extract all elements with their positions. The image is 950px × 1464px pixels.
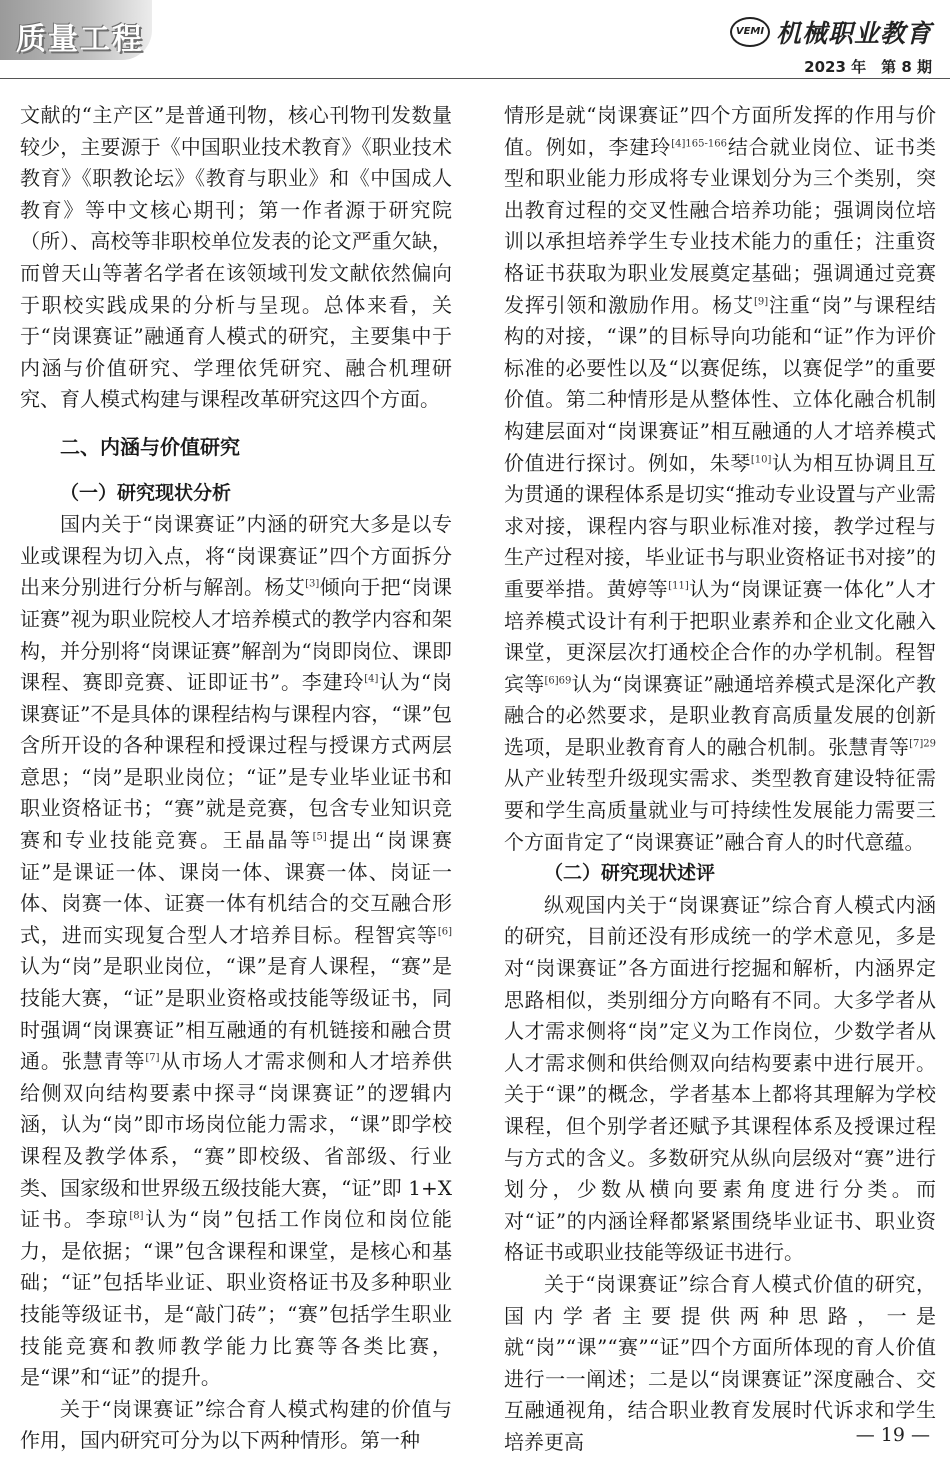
journal-logo-row [730, 14, 932, 50]
issue-label: 2023 年 第 8 期 [804, 58, 932, 76]
citation: [8] [129, 1210, 144, 1222]
paragraph: 纵观国内关于“岗课赛证”综合育人模式内涵的研究，目前还没有形成统一的学术意见，多是对“岗课赛证”各方面进行挖掘和解析，内涵界定思路相似，类别细分方向略有不同。大多学者从人才需求侧将“岗”定义为工作岗位，少数学者从人才需求侧和供给侧双向结构要素中进行展开。关于“课”的概念，学者基本上都将其理解为学校课程，但个别学者还赋予其课程体系及授课过程与方式的含义。多数研究从纵向层级对“赛”进行划分，少数从横向要素角度进行分类。而对“证”的内涵诠释都紧紧围绕毕业证书、职业资格证书或职业技能等级证书进行。 [504, 892, 936, 1265]
citation: [7] [145, 1052, 160, 1064]
citation: [11] [668, 580, 689, 592]
citation: [10] [750, 453, 772, 465]
citation: [5] [312, 831, 327, 843]
journal-name: 机械职业教育 [775, 19, 932, 48]
section-heading: 二、内涵与价值研究 [60, 434, 240, 459]
citation: [6] [437, 926, 452, 938]
subsection-heading: （二）研究现状述评 [544, 862, 716, 885]
citation: [7]29 [909, 738, 936, 750]
section-tab [0, 0, 152, 60]
citation: [9] [753, 295, 769, 307]
page-number: — 19 — [855, 1424, 930, 1446]
section-title: 质量工程 [16, 22, 144, 57]
citation: [4] [364, 673, 379, 685]
header-divider [0, 78, 950, 79]
left-column [20, 100, 452, 1457]
paragraph: 情形是就“岗课赛证”四个方面所发挥的作用与价值。例如，李建玲$^{[4]165-166}$结合就业岗位、证书类型和职业能力形成将专业课划分为三个类别，突出教育过程的交叉性融合培养功能；强调岗位培训以承担培养学生专业技术能力的重任；注重资格证书获取为职业发展奠定基础；强调通过竞赛发挥引领和激励作用。杨艾[9]注重“岗”与课程结构的对接，“课”的目标导向功能和“证”作为评价标准的必要性以及“以赛促练，以赛促学”的重要价值。第二种情形是从整体性、立体化融合机制构建层面对“岗课赛证”相互融通的人才培养模式价值进行探讨。例如，朱琴[10]认为相互协调且互为贯通的课程体系是切实“推动专业设置与产业需求对接，课程内容与职业标准对接，教学过程与生产过程对接，毕业证书与职业资格证书对接”的重要举措。黄婷等[11]认为“岗课证赛一体化”人才培养模式设计有利于把职业素养和企业文化融入课堂，更深层次打通校企合作的办学机制。程智宾等$^{[6]69}$认为“岗课赛证”融通培养模式是深化产教融合的必然要求，是职业教育高质量发展的创新选项，是职业教育育人的融合机制。张慧青等$^{[7]29}$从产业转型升级现实需求、类型教育建设特征需要和学生高质量就业与可持续性发展能力需要三个方面肯定了“岗课赛证”融合育人的时代意蕴。 [504, 103, 937, 854]
right-column [504, 100, 936, 1459]
paragraph: 关于“岗课赛证”综合育人模式构建的价值与作用，国内研究可分为以下两种情形。第一种 [20, 1396, 452, 1453]
paragraph: 文献的“主产区”是普通刊物，核心刊物刊发数量较少，主要源于《中国职业技术教育》《职业技术教育》《职教论坛》《教育与职业》和《中国成人教育》等中文核心期刊；第一作者源于研究院（所）、高校等非职校单位发表的论文严重欠缺，而曾天山等著名学者在该领域刊发文献依然偏向于职校实践成果的分析与呈现。总体来看，关于“岗课赛证”融通育人模式的研究，主要集中于内涵与价值研究、学理依凭研究、融合机理研究、育人模式构建与课程改革研究这四个方面。 [20, 103, 452, 412]
citation: [6]69 [544, 675, 572, 687]
journal-logo-icon: VEMI [730, 17, 770, 47]
paragraph: 国内关于“岗课赛证”内涵的研究大多是以专业或课程为切入点，将“岗课赛证”四个方面拆分出来分别进行分析与解剖。杨艾[3]倾向于把“岗课证赛”视为职业院校人才培养模式的教学内容和架构，并分别将“岗课证赛”解剖为“岗即岗位、课即课程、赛即竞赛、证即证书”。李建玲[4]认为“岗课赛证”不是具体的课程结构与课程内容，“课”包含所开设的各种课程和授课过程与授课方式两层意思；“岗”是职业岗位；“证”是专业毕业证书和职业资格证书；“赛”就是竞赛，包含专业知识竞赛和专业技能竞赛。王晶晶等[5]提出“岗课赛证”是课证一体、课岗一体、课赛一体、岗证一体、岗赛一体、证赛一体有机结合的交互融合形式，进而实现复合型人才培养目标。程智宾等[6]认为“岗”是职业岗位，“课”是育人课程，“赛”是技能大赛，“证”是职业资格或技能等级证书，同时强调“岗课赛证”相互融通的有机链接和融合贯通。张慧青等[7]从市场人才需求侧和人才培养供给侧双向结构要素中探寻“岗课赛证”的逻辑内涵，认为“岗”即市场岗位能力需求，“课”即学校课程及教学体系，“赛”即校级、省部级、行业类、国家级和世界级五级技能大赛，“证”即 1+X 证书。李琼[8]认为“岗”包括工作岗位和岗位能力，是依据；“课”包含课程和课堂，是核心和基础；“证”包括毕业证、职业资格证书及多种职业技能等级证书，是“敲门砖”；“赛”包括学生职业技能竞赛和教师教学能力比赛等各类比赛，是“课”和“证”的提升。 [20, 512, 453, 1390]
journal-masthead [730, 14, 932, 77]
paragraph: 关于“岗课赛证”综合育人模式价值的研究，国内学者主要提供两种思路，一是就“岗”“课”“赛”“证”四个方面所体现的育人价值进行一一阐述；二是以“岗课赛证”深度融合、交互融通视角，结合职业教育发展时代诉求和学生培养更高 [504, 1271, 936, 1454]
subsection-heading: （一）研究现状分析 [60, 481, 232, 504]
citation: [3] [305, 578, 320, 590]
citation: [4]165-166 [671, 137, 727, 149]
